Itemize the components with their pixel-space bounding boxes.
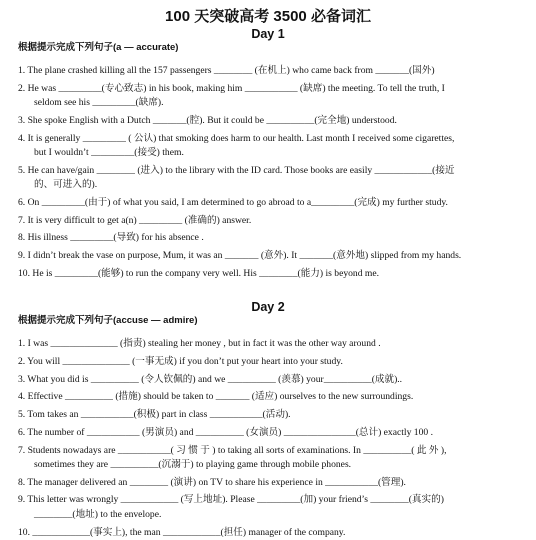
sentence-text: 10. He is _________(能够) to run the company very well. His ________(能力) is beyond me. (18, 267, 380, 279)
day-2-sentence-5 (18, 408, 518, 423)
day-2-sentence-6 (18, 426, 518, 441)
day-1-heading: Day 1 (251, 27, 285, 41)
day-2-sentence-list (18, 337, 518, 540)
sentence-text: 8. The manager delivered an ________ (演讲) on TV to share his experience in ___________(管理). (18, 476, 406, 488)
day-1-sentence-6 (18, 196, 518, 211)
sentence-text: 4. Effective __________ (措施) should be taken to _______ (适应) ourselves to the new surroundings. (18, 391, 414, 403)
day-1-sentence-4 (18, 132, 518, 161)
day-2-heading: Day 2 (251, 300, 285, 315)
day-1-sentence-2 (18, 82, 518, 111)
day-2-sentence-4 (18, 390, 518, 405)
section-spacer (18, 284, 518, 300)
sentence-continuation: seldom see his _________(缺席). (34, 97, 164, 109)
day-2-sentence-9 (18, 493, 518, 522)
sentence-text: 2. He was _________(专心致志) in his book, making him ___________ (缺席) the meeting. To tell the truth, I (18, 82, 445, 94)
day-2-sentence-10 (18, 526, 518, 540)
sentence-text: 9. This letter was wrongly ____________ (写上地址). Please _________(加) your friend’s ________(真实的) (18, 494, 444, 506)
day-2-sentence-3 (18, 373, 518, 388)
sentence-text: 3. What you did is __________ (令人钦佩的) and we __________ (羡慕) your__________(成就).. (18, 373, 403, 385)
day-2-sentence-7 (18, 444, 518, 473)
sentence-text: 5. He can have/gain ________ (进入) to the library with the ID card. Those books are easily ____________(接近 (18, 164, 455, 176)
day-1-sentence-8 (18, 231, 518, 246)
day-2-sentence-2 (18, 355, 518, 370)
sentence-text: 4. It is generally _________ ( 公认) that smoking does harm to our health. Last month I received some cigarettes, (18, 132, 455, 144)
sentence-text: 6. On _________(由于) of what you said, I am determined to go abroad to a_________(完成) my further study. (18, 196, 448, 208)
day-1-section (18, 27, 518, 281)
day-1-sentence-3 (18, 114, 518, 129)
sentence-text: 7. It is very difficult to get a(n) _________ (准确的) answer. (18, 214, 252, 226)
day-1-sentence-10 (18, 267, 518, 282)
day-1-sentence-1 (18, 64, 518, 79)
sentence-text: 9. I didn’t break the vase on purpose, Mum, it was an _______ (意外). It _______(意外地) slipped from my hands. (18, 250, 462, 261)
sentence-continuation: ________(地址) to the envelope. (34, 508, 162, 520)
sentence-text: 7. Students nowadays are ___________( 习 惯 于 ) to taking all sorts of examinations. In __________( 此 外 ), (18, 444, 447, 456)
day-2-instruction: 根据提示完成下列句子(accuse — admire) (18, 315, 198, 327)
day-2-sentence-8 (18, 476, 518, 491)
day-1-sentence-list (18, 64, 518, 281)
sentence-text: 1. The plane crashed killing all the 157 passengers ________ (在机上) who came back from _______(国外) (18, 65, 435, 76)
day-2-section (18, 300, 518, 540)
sentence-text: 3. She spoke English with a Dutch _______(腔). But it could be __________(完全地) understood. (18, 114, 397, 126)
sentence-text: 2. You will ______________ (一事无成) if you don’t put your heart into your study. (18, 356, 343, 368)
sentence-text: 5. Tom takes an ___________(积极) part in class ___________(活动). (18, 409, 291, 421)
day-2-sentence-1 (18, 337, 518, 352)
day-1-sentence-9 (18, 249, 518, 264)
document-title: 100 天突破高考 3500 必备词汇 (165, 8, 371, 25)
day-1-sentence-7 (18, 214, 518, 229)
sentence-text: 10. ____________(事实上), the man ____________(担任) manager of the company. (18, 526, 346, 538)
sentence-continuation: 的、可进入的). (34, 179, 98, 191)
sentence-text: 8. His illness _________(导致) for his absence . (18, 232, 204, 244)
day-1-instruction: 根据提示完成下列句子(a — accurate) (18, 42, 179, 53)
sentence-text: 1. I was ______________ (指责) stealing her money , but in fact it was the other way around . (18, 338, 381, 350)
day-1-sentence-5 (18, 164, 518, 193)
sentence-continuation: but I wouldn’t _________(接受) them. (34, 147, 184, 159)
sentence-text: 6. The number of ___________ (男演员) and __________ (女演员) _______________(总计) exactly 100 . (18, 426, 433, 438)
sentence-continuation: sometimes they are __________(沉溺于) to playing game through mobile phones. (34, 459, 352, 470)
